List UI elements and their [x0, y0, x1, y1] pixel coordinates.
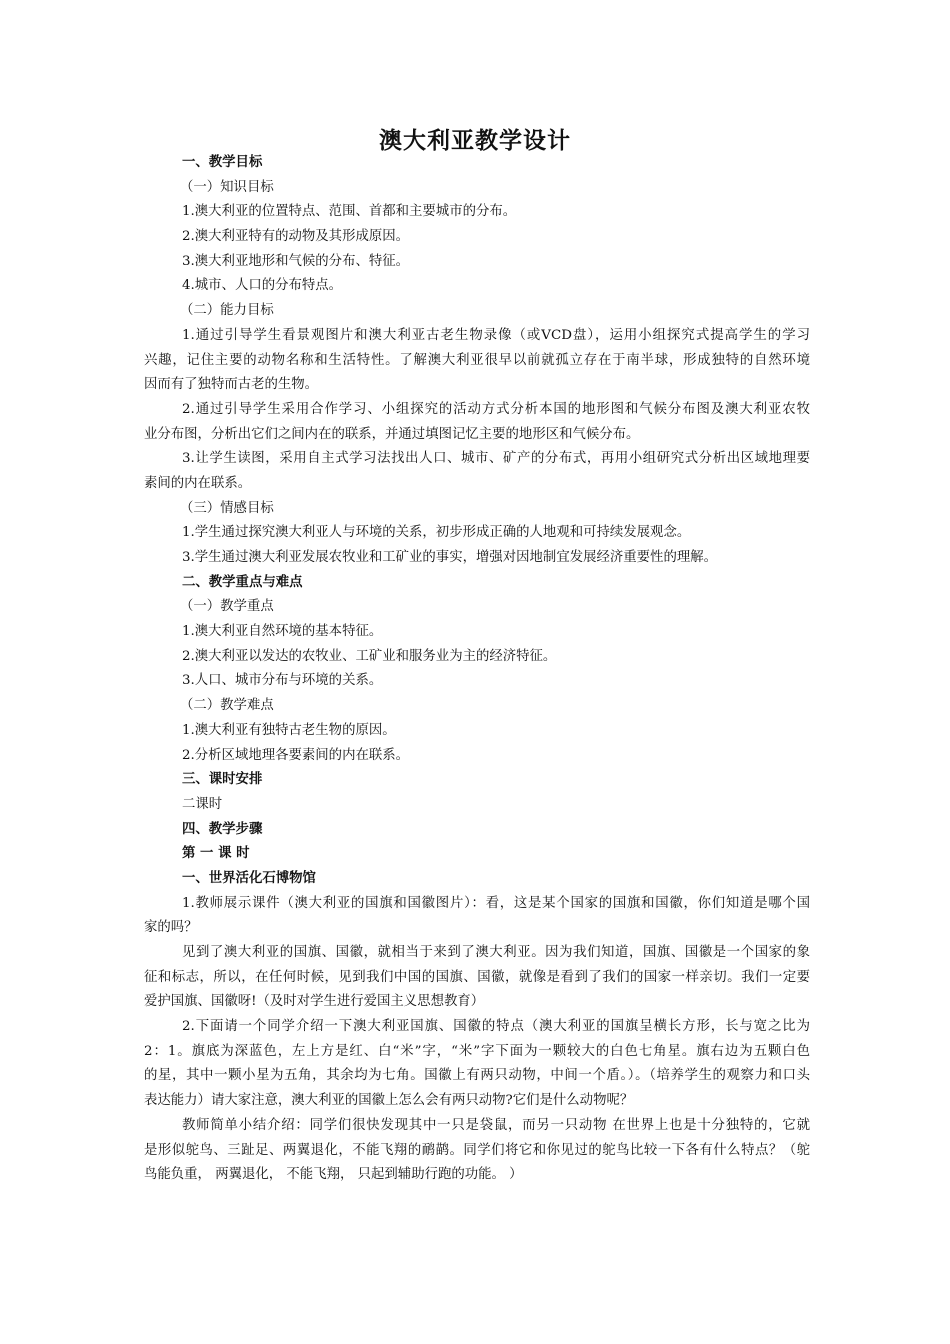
section-heading: 二、教学重点与难点 [182, 574, 303, 590]
text-line: （二）能力目标 [180, 303, 274, 319]
text-line: 业分布图，分析出它们之间内在的联系，并通过填图记忆主要的地形区和气候分布。 [144, 426, 640, 442]
text-line: （一）教学重点 [180, 599, 274, 615]
text-line: 是形似鸵鸟、三趾足、两翼退化，不能飞翔的鸸鹋。同学们将它和你见过的鸵鸟比较一下各有什么特点？（鸵 [144, 1142, 810, 1158]
section-heading: 一、教学目标 [182, 155, 263, 170]
text-line: 2.通过引导学生采用合作学习、小组探究的活动方式分析本国的地形图和气候分布图及澳大利亚农牧 [182, 401, 810, 417]
text-line: 兴趣，记住主要的动物名称和生活特性。了解澳大利亚很早以前就孤立存在于南半球，形成独特的自然环境 [144, 352, 810, 368]
text-line: 2.澳大利亚以发达的农牧业、工矿业和服务业为主的经济特征。 [182, 648, 557, 664]
text-line: 3.让学生读图，采用自主式学习法找出人口、城市、矿产的分布式，再用小组研究式分析出区域地理要 [182, 451, 810, 467]
text-line: 3.澳大利亚地形和气候的分布、特征。 [182, 253, 410, 269]
document-title: 澳大利亚教学设计 [379, 128, 571, 154]
text-line: 见到了澳大利亚的国旗、国徽，就相当于来到了澳大利亚。因为我们知道，国旗、国徽是一个国家的象 [182, 945, 810, 960]
section-heading: 第 一 课 时 [182, 846, 250, 862]
text-line: 的星，其中一颗小星为五角，其余均为七角。国徽上有两只动物，中间一个盾。）。（培养学生的观察力和口头 [144, 1068, 810, 1084]
text-line: 二课时 [182, 796, 223, 812]
text-line: 素间的内在联系。 [144, 475, 252, 491]
section-heading: 三、课时安排 [182, 772, 263, 788]
text-line: 3.人口、城市分布与环境的关系。 [182, 673, 383, 689]
text-line: 2.分析区域地理各要素间的内在联系。 [182, 747, 410, 763]
text-line: 征和标志，所以，在任何时候，见到我们中国的国旗、国徽，就像是看到了我们的国家一样亲切。我们一定要 [144, 969, 810, 985]
text-line: （一）知识目标 [180, 179, 274, 195]
text-line: （三）情感目标 [180, 500, 274, 516]
text-line: 1.澳大利亚自然环境的基本特征。 [182, 624, 383, 640]
text-line: 鸟能负重， 两翼退化， 不能飞翔， 只起到辅助行跑的功能。 ） [144, 1167, 523, 1183]
text-line: 1.通过引导学生看景观图片和澳大利亚古老生物录像（或VCD盘），运用小组探究式提高学生的学习 [182, 327, 810, 343]
text-line: 2.澳大利亚特有的动物及其形成原因。 [182, 229, 410, 245]
text-line: 3.学生通过澳大利亚发展农牧业和工矿业的事实，增强对因地制宜发展经济重要性的理解。 [182, 550, 718, 565]
text-line: 家的吗？ [144, 920, 198, 936]
text-line: （二）教学难点 [180, 698, 274, 714]
text-line: 1.澳大利亚的位置特点、范围、首都和主要城市的分布。 [182, 204, 517, 220]
section-heading: 一、世界活化石博物馆 [182, 870, 316, 886]
text-line: 爱护国旗、国徽呀!（及时对学生进行爱国主义思想教育） [144, 994, 485, 1010]
text-line: 4.城市、人口的分布特点。 [182, 278, 343, 294]
text-line: 1.学生通过探究澳大利亚人与环境的关系，初步形成正确的人地观和可持续发展观念。 [182, 525, 691, 541]
text-line: 1.教师展示课件（澳大利亚的国旗和国徽图片）：看，这是某个国家的国旗和国徽，你们知道是哪个国 [182, 895, 810, 911]
text-line: 1.澳大利亚有独特古老生物的原因。 [182, 722, 396, 738]
text-line: 表达能力）请大家注意，澳大利亚的国徽上怎么会有两只动物?它们是什么动物呢？ [144, 1093, 634, 1109]
document-body [144, 151, 810, 1188]
text-line: 2.下面请一个同学介绍一下澳大利亚国旗、国徽的特点（澳大利亚的国旗呈横长方形，长与宽之比为 [182, 1019, 810, 1035]
text-line: 教师简单小结介绍：同学们很快发现其中一只是袋鼠，而另一只动物 在世界上也是十分独特的，它就 [182, 1117, 810, 1133]
text-line: 2：1。旗底为深蓝色，左上方是红、白“米”字，“米”字下面为一颗较大的白色七角星。旗右边为五颗白色 [144, 1043, 810, 1059]
section-heading: 四、教学步骤 [182, 821, 263, 837]
text-line: 因而有了独特而古老的生物。 [144, 377, 319, 393]
